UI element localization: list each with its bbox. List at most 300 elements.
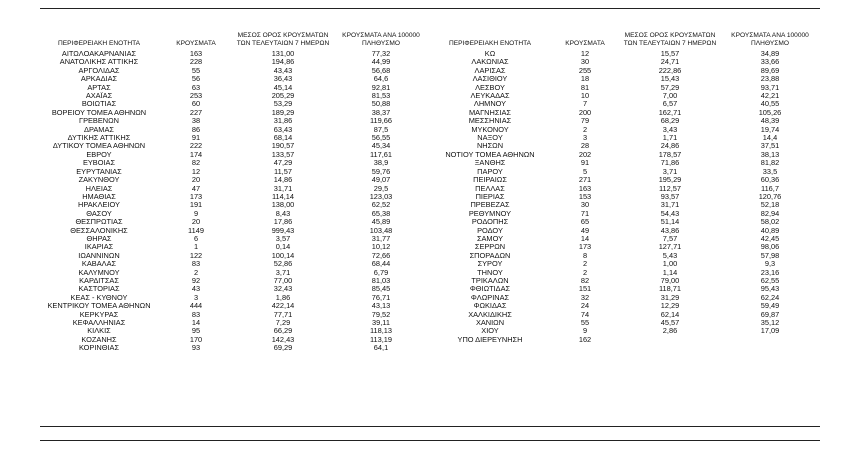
header-avg7-right: ΜΕΣΟΣ ΟΡΟΣ ΚΡΟΥΣΜΑΤΩΝ ΤΩΝ ΤΕΛΕΥΤΑΙΩΝ 7 ΗΜΕΡΩΝ [623,32,717,47]
left-cases-cell: 222 [189,142,203,151]
left-cases-cell: 174 [189,150,203,159]
right-per100k-cell: 62,55 [760,276,780,285]
right-avg7-cell: 112,57 [658,184,682,193]
header-per100k-right: ΚΡΟΥΣΜΑΤΑ ΑΝΑ 100000 ΠΛΗΘΥΣΜΟ [731,32,809,47]
left-region-cell: ΗΜΑΘΙΑΣ [82,192,116,201]
right-avg7-cell: 6,57 [662,100,678,109]
right-per100k-cell [720,344,820,352]
table-row [40,176,820,184]
left-region-cell: ΘΑΣΟΥ [86,209,112,218]
table-row [40,109,820,117]
left-cases-cell: 227 [189,108,203,117]
left-cases-cell: 12 [191,167,201,176]
left-region-cell: ΔΥΤΙΚΗΣ ΑΤΤΙΚΗΣ [67,134,131,143]
left-avg7-cell: 100,14 [271,251,295,260]
right-avg7-cell: 71,86 [660,159,680,168]
right-region-cell: ΣΕΡΡΩΝ [474,243,506,252]
left-per100k-cell: 10,12 [371,243,391,252]
left-cases-cell: 60 [191,100,201,109]
report-sheet [40,8,820,448]
right-per100k-cell: 52,18 [760,201,780,210]
left-per100k-cell: 38,9 [373,159,389,168]
header-region-right: ΠΕΡΙΦΕΡΕΙΑΚΗ ΕΝΟΤΗΤΑ [448,40,532,47]
left-region-cell: ΒΟΡΕΙΟΥ ΤΟΜΕΑ ΑΘΗΝΩΝ [51,108,147,117]
header-avg7-left: ΜΕΣΟΣ ΟΡΟΣ ΚΡΟΥΣΜΑΤΩΝ ΤΩΝ ΤΕΛΕΥΤΑΙΩΝ 7 ΗΜΕΡΩΝ [236,32,330,47]
right-region-cell: ΦΘΙΩΤΙΔΑΣ [469,285,511,294]
left-cases-cell: 253 [189,92,203,101]
left-avg7-cell: 190,57 [271,142,295,151]
right-per100k-cell: 35,12 [760,319,780,327]
left-per100k-cell: 118,13 [369,327,393,336]
right-avg7-cell: 31,71 [660,201,680,210]
left-region-cell: ΑΝΑΤΟΛΙΚΗΣ ΑΤΤΙΚΗΣ [59,58,139,67]
left-region-cell: ΘΗΡΑΣ [86,234,112,243]
left-cases-cell: 20 [191,176,201,185]
left-avg7-cell: 422,14 [271,302,295,311]
table-row [40,50,820,58]
top-rule [40,8,820,9]
left-region-cell: ΓΡΕΒΕΝΩΝ [79,117,119,126]
right-region-cell: ΦΛΩΡΙΝΑΣ [470,293,510,302]
left-region-cell: ΚΕΦΑΛΛΗΝΙΑΣ [72,319,126,327]
right-cases-cell: 2 [582,268,588,277]
right-cases-cell: 153 [578,192,592,201]
right-region-cell: ΠΕΙΡΑΙΩΣ [473,176,507,185]
left-per100k-cell: 85,45 [371,285,391,294]
right-avg7-cell: 1,00 [662,260,678,269]
left-per100k-cell: 92,81 [371,83,391,92]
right-cases-cell: 91 [580,159,590,168]
right-avg7-cell: 51,14 [660,218,680,227]
right-per100k-cell: 105,26 [758,108,782,117]
left-region-cell: ΘΕΣΣΑΛΟΝΙΚΗΣ [70,226,128,235]
table-row [40,285,820,293]
right-cases-cell: 163 [578,184,592,193]
right-region-cell: ΠΑΡΟΥ [477,167,503,176]
table-row [40,126,820,134]
left-per100k-cell: 72,66 [371,251,391,260]
left-region-cell: ΗΡΑΚΛΕΙΟΥ [78,201,120,210]
left-per100k-cell: 49,07 [371,176,391,185]
right-region-cell: ΣΑΜΟΥ [476,234,504,243]
right-cases-cell: 14 [580,234,590,243]
right-region-cell: ΜΥΚΟΝΟΥ [471,125,509,134]
right-per100k-cell: 81,82 [760,159,780,168]
table-row [40,218,820,226]
right-per100k-cell: 62,24 [760,293,780,302]
left-per100k-cell: 45,34 [371,142,391,151]
left-cases-cell: 191 [189,201,203,210]
right-per100k-cell: 14,4 [762,134,778,143]
right-avg7-cell: 5,43 [662,251,678,260]
right-region-cell: ΣΥΡΟΥ [477,260,503,269]
right-region-cell: ΝΟΤΙΟΥ ΤΟΜΕΑ ΑΘΗΝΩΝ [445,150,535,159]
right-cases-cell: 74 [580,310,590,319]
right-per100k-cell: 89,69 [760,66,780,75]
right-cases-cell: 2 [582,260,588,269]
table-row [40,311,820,319]
right-avg7-cell: 57,29 [660,83,680,92]
left-avg7-cell: 189,29 [271,108,295,117]
left-avg7-cell: 8,43 [275,209,291,218]
right-cases-cell: 202 [578,150,592,159]
right-avg7-cell: 7,00 [662,92,678,101]
right-per100k-cell: 58,02 [760,218,780,227]
table-row [40,151,820,159]
left-avg7-cell: 3,57 [275,234,291,243]
header-row [40,22,820,50]
right-cases-cell: 32 [580,293,590,302]
left-region-cell: ΑΡΓΟΛΙΔΑΣ [78,66,120,75]
left-avg7-cell: 63,43 [273,125,293,134]
left-per100k-cell: 76,71 [371,293,391,302]
left-cases-cell: 38 [191,117,201,126]
left-cases-cell: 170 [189,335,203,344]
left-avg7-cell: 45,14 [273,83,293,92]
left-cases-cell: 14 [191,319,201,327]
right-avg7-cell: 43,86 [660,226,680,235]
table-row [40,210,820,218]
right-per100k-cell: 37,51 [760,142,780,151]
right-cases-cell: 8 [582,251,588,260]
right-avg7-cell: 24,71 [660,58,680,67]
left-avg7-cell: 69,29 [273,344,293,353]
table-row [40,201,820,209]
right-per100k-cell [720,336,820,344]
left-cases-cell: 2 [193,268,199,277]
left-cases-cell: 56 [191,75,201,84]
table-body [40,50,820,353]
right-avg7-cell: 12,29 [660,302,680,311]
left-avg7-cell: 0,14 [275,243,291,252]
right-avg7-cell: 3,43 [662,125,678,134]
right-avg7-cell: 54,43 [660,209,680,218]
left-cases-cell: 173 [189,192,203,201]
right-avg7-cell [620,344,720,352]
right-region-cell [430,344,550,352]
left-avg7-cell: 31,86 [273,117,293,126]
right-cases-cell: 151 [578,285,592,294]
right-avg7-cell: 7,57 [662,234,678,243]
left-region-cell: ΚΙΛΚΙΣ [87,327,111,336]
left-avg7-cell: 43,43 [273,66,293,75]
left-per100k-cell: 29,5 [373,184,389,193]
right-cases-cell: 65 [580,218,590,227]
right-region-cell: ΤΡΙΚΑΛΩΝ [471,276,509,285]
right-per100k-cell: 23,16 [760,268,780,277]
right-cases-cell: 173 [578,243,592,252]
right-region-cell: ΛΕΣΒΟΥ [475,83,505,92]
left-cases-cell: 444 [189,302,203,311]
table-row [40,67,820,75]
table-row [40,302,820,310]
left-cases-cell: 9 [193,209,199,218]
left-region-cell: ΕΥΒΟΙΑΣ [82,159,116,168]
right-per100k-cell: 33,66 [760,58,780,67]
right-region-cell: ΠΙΕΡΙΑΣ [475,192,505,201]
left-cases-cell: 86 [191,125,201,134]
right-per100k-cell: 9,3 [764,260,776,269]
table-row [40,319,820,327]
cases-table [40,22,820,353]
left-per100k-cell: 65,38 [371,209,391,218]
right-avg7-cell: 3,71 [662,167,678,176]
right-region-cell: ΣΠΟΡΑΔΩΝ [469,251,511,260]
left-cases-cell: 83 [191,310,201,319]
right-per100k-cell: 42,45 [760,234,780,243]
left-region-cell: ΗΛΕΙΑΣ [85,184,113,193]
table-row [40,260,820,268]
left-cases-cell: 95 [191,327,201,336]
left-region-cell: ΑΧΑΪΑΣ [85,92,113,101]
right-cases-cell: 28 [580,142,590,151]
right-avg7-cell: 162,71 [658,108,682,117]
right-cases-cell: 9 [582,327,588,336]
table-row [40,344,820,352]
right-avg7-cell: 68,29 [660,117,680,126]
left-region-cell: ΑΡΚΑΔΙΑΣ [80,75,118,84]
table-row [40,75,820,83]
left-avg7-cell: 138,00 [271,201,295,210]
right-per100k-cell: 48,39 [760,117,780,126]
table-row [40,193,820,201]
right-avg7-cell: 62,14 [660,310,680,319]
left-avg7-cell: 142,43 [271,335,295,344]
right-per100k-cell: 23,88 [760,75,780,84]
left-region-cell: ΘΕΣΠΡΩΤΙΑΣ [75,218,123,227]
right-per100k-cell: 82,94 [760,209,780,218]
left-per100k-cell: 31,77 [371,234,391,243]
left-per100k-cell: 119,66 [369,117,393,126]
left-region-cell: ΒΟΙΩΤΙΑΣ [81,100,117,109]
left-per100k-cell: 117,61 [369,150,393,159]
right-per100k-cell: 93,71 [760,83,780,92]
left-region-cell: ΚΟΡΙΝΘΙΑΣ [78,344,120,353]
right-region-cell: ΚΩ [484,50,496,58]
right-avg7-cell: 1,71 [662,134,678,143]
left-region-cell: ΑΙΤΩΛΟΑΚΑΡΝΑΝΙΑΣ [61,50,137,58]
right-region-cell: ΛΑΣΙΘΙΟΥ [472,75,508,84]
left-region-cell: ΚΕΑΣ - ΚΥΘΝΟΥ [70,293,128,302]
right-region-cell: ΧΑΝΙΩΝ [475,319,505,327]
left-avg7-cell: 77,71 [273,310,293,319]
table-row [40,235,820,243]
left-region-cell: ΚΕΡΚΥΡΑΣ [79,310,119,319]
left-per100k-cell: 43,13 [371,302,391,311]
table-row [40,185,820,193]
left-avg7-cell: 52,86 [273,260,293,269]
left-region-cell: ΚΟΖΑΝΗΣ [81,335,117,344]
right-cases-cell: 18 [580,75,590,84]
right-region-cell: ΛΑΚΩΝΙΑΣ [471,58,509,67]
right-avg7-cell: 178,57 [658,150,682,159]
right-avg7-cell: 195,29 [658,176,682,185]
left-avg7-cell: 68,14 [273,134,293,143]
right-avg7-cell: 2,86 [662,327,678,336]
right-per100k-cell: 98,06 [760,243,780,252]
right-per100k-cell: 120,76 [758,192,782,201]
left-per100k-cell: 81,53 [371,92,391,101]
left-region-cell: ΚΑΡΔΙΤΣΑΣ [79,276,119,285]
right-cases-cell: 55 [580,319,590,327]
right-avg7-cell: 79,00 [660,276,680,285]
right-per100k-cell: 116,7 [761,184,779,193]
right-per100k-cell: 40,89 [760,226,780,235]
left-cases-cell: 3 [193,293,199,302]
left-per100k-cell: 81,03 [371,276,391,285]
right-per100k-cell: 19,74 [760,125,780,134]
right-region-cell: ΥΠΟ ΔΙΕΡΕΥΝΗΣΗ [457,335,523,344]
right-cases-cell [550,344,620,352]
left-avg7-cell: 32,43 [273,285,293,294]
right-per100k-cell: 33,5 [762,167,778,176]
right-region-cell: ΡΟΔΟΠΗΣ [471,218,509,227]
right-avg7-cell: 15,43 [660,75,680,84]
right-cases-cell: 271 [578,176,592,185]
table-row [40,117,820,125]
right-cases-cell: 162 [578,335,592,344]
left-per100k-cell: 113,19 [369,335,393,344]
left-per100k-cell: 56,68 [371,66,391,75]
left-per100k-cell: 44,99 [371,58,391,67]
left-per100k-cell: 64,6 [373,75,389,84]
left-cases-cell: 1149 [188,226,204,235]
right-avg7-cell: 31,29 [660,293,680,302]
right-cases-cell: 71 [580,209,590,218]
left-avg7-cell: 53,29 [273,100,293,109]
left-per100k-cell: 56,55 [371,134,391,143]
middle-rule [40,426,820,427]
left-per100k-cell: 38,37 [371,108,391,117]
left-avg7-cell: 133,57 [271,150,295,159]
right-region-cell: ΛΗΜΝΟΥ [473,100,507,109]
right-region-cell: ΜΑΓΝΗΣΙΑΣ [469,108,511,117]
right-region-cell: ΦΩΚΙΔΑΣ [473,302,507,311]
left-cases-cell: 122 [189,251,203,260]
right-region-cell: ΛΕΥΚΑΔΑΣ [470,92,510,101]
table-wrap [40,22,820,353]
left-region-cell: ΑΡΤΑΣ [87,83,111,92]
table-row [40,227,820,235]
header-cases-left: ΚΡΟΥΣΜΑΤΑ [176,40,216,47]
left-avg7-cell: 114,14 [271,192,295,201]
right-avg7-cell: 222,86 [658,66,682,75]
right-region-cell: ΧΙΟΥ [481,327,499,336]
right-region-cell: ΡΟΔΟΥ [477,226,503,235]
right-per100k-cell: 40,55 [760,100,780,109]
table-row [40,92,820,100]
left-avg7-cell: 66,29 [273,327,293,336]
left-cases-cell: 6 [193,234,199,243]
left-per100k-cell: 6,79 [373,268,389,277]
table-row [40,243,820,251]
left-avg7-cell: 205,29 [271,92,295,101]
right-per100k-cell: 59,49 [760,302,780,311]
left-region-cell: ΕΥΡΥΤΑΝΙΑΣ [76,167,122,176]
left-cases-cell: 91 [191,134,201,143]
right-region-cell: ΞΑΝΘΗΣ [474,159,506,168]
right-cases-cell: 255 [578,66,592,75]
right-region-cell: ΝΗΣΩΝ [476,142,504,151]
right-region-cell: ΝΑΞΟΥ [477,134,503,143]
header-cases-right: ΚΡΟΥΣΜΑΤΑ [565,40,605,47]
right-cases-cell: 24 [580,302,590,311]
right-cases-cell: 12 [580,50,590,58]
right-cases-cell: 81 [580,83,590,92]
left-per100k-cell: 45,89 [371,218,391,227]
left-region-cell: ΙΚΑΡΙΑΣ [84,243,114,252]
left-avg7-cell: 36,43 [273,75,293,84]
right-per100k-cell: 38,13 [760,150,780,159]
bottom-rule [40,440,820,441]
right-cases-cell: 49 [580,226,590,235]
right-region-cell: ΠΕΛΛΑΣ [475,184,505,193]
left-per100k-cell: 50,88 [371,100,391,109]
right-cases-cell: 30 [580,201,590,210]
right-cases-cell: 5 [582,167,588,176]
right-cases-cell: 200 [578,108,592,117]
left-per100k-cell: 39,11 [372,319,390,327]
right-region-cell: ΛΑΡΙΣΑΣ [474,66,506,75]
table-row [40,142,820,150]
right-avg7-cell [620,336,720,344]
right-per100k-cell: 34,89 [760,50,780,58]
left-cases-cell: 47 [191,184,201,193]
left-cases-cell: 92 [191,276,201,285]
table-row [40,277,820,285]
left-cases-cell: 20 [191,218,201,227]
left-cases-cell: 163 [189,50,203,58]
right-avg7-cell: 15,57 [660,50,680,58]
right-region-cell: ΠΡΕΒΕΖΑΣ [470,201,510,210]
left-region-cell: ΚΑΒΑΛΑΣ [81,260,117,269]
left-region-cell: ΔΥΤΙΚΟΥ ΤΟΜΕΑ ΑΘΗΝΩΝ [52,142,146,151]
left-cases-cell: 83 [191,260,201,269]
table-row [40,168,820,176]
table-row [40,134,820,142]
left-cases-cell: 43 [191,285,201,294]
left-region-cell: ΚΑΣΤΟΡΙΑΣ [78,285,120,294]
left-avg7-cell: 17,86 [273,218,293,227]
right-cases-cell: 10 [580,92,590,101]
table-row [40,336,820,344]
right-avg7-cell: 127,71 [658,243,682,252]
right-cases-cell: 30 [580,58,590,67]
header-region-left: ΠΕΡΙΦΕΡΕΙΑΚΗ ΕΝΟΤΗΤΑ [57,40,141,47]
left-per100k-cell: 64,1 [373,344,389,353]
left-avg7-cell: 14,86 [273,176,293,185]
table-row [40,84,820,92]
left-region-cell: ΕΒΡΟΥ [86,150,112,159]
table-row [40,159,820,167]
left-per100k-cell: 103,48 [369,226,393,235]
table-row [40,327,820,335]
table-row [40,252,820,260]
left-avg7-cell: 31,71 [273,184,293,193]
left-cases-cell: 55 [191,66,201,75]
right-cases-cell: 7 [582,100,588,109]
table-row [40,269,820,277]
right-per100k-cell: 57,98 [760,251,780,260]
left-per100k-cell: 123,03 [369,192,393,201]
left-avg7-cell: 7,29 [275,319,291,327]
left-avg7-cell: 77,00 [273,276,293,285]
left-per100k-cell: 79,52 [371,310,391,319]
left-avg7-cell: 11,57 [274,167,292,176]
right-cases-cell: 3 [582,134,588,143]
right-cases-cell: 82 [580,276,590,285]
left-avg7-cell: 194,86 [271,58,295,67]
